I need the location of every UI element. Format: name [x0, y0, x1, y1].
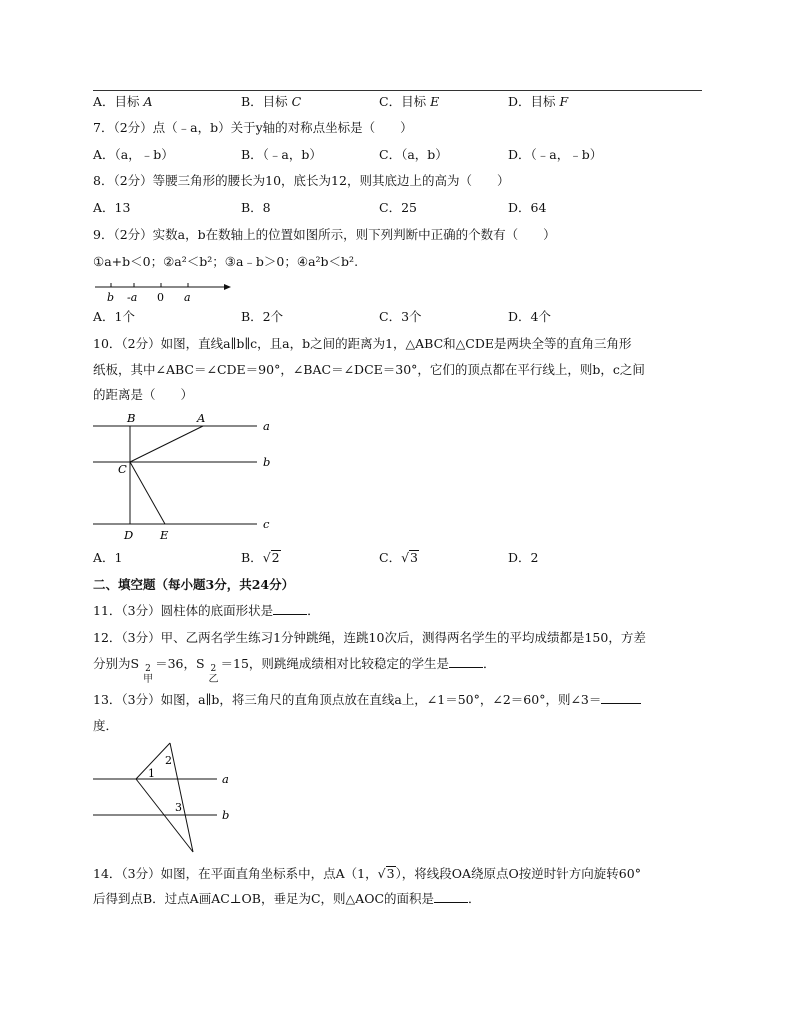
- answer-blank[interactable]: [449, 656, 483, 668]
- label-line-b: b: [222, 808, 230, 822]
- q10-option-c[interactable]: C．√3: [379, 550, 418, 565]
- q9-statements: ①a+b＜0；②a²＜b²；③a﹣b＞0；④a²b＜b².: [93, 254, 359, 269]
- q10-option-b[interactable]: B．√2: [241, 550, 280, 565]
- q6-option-a[interactable]: A．目标 A: [93, 94, 153, 109]
- q10-stem-line1: 10．（2分）如图，直线a∥b∥c，且a，b之间的距离为1，△ABC和△CDE是两块全等的直角三角形: [93, 336, 632, 351]
- q12-stem-line1: 12．（3分）甲、乙两名学生练习1分钟跳绳，连跳10次后，测得两名学生的平均成绩都是150，方差: [93, 630, 646, 645]
- q14-stem-line1: 14．（3分）如图，在平面直角坐标系中，点A（1，√3），将线段OA绕原点O按逆时针方向旋转60°: [93, 866, 641, 881]
- label-B: B: [127, 411, 136, 425]
- label-D: D: [124, 528, 134, 542]
- axis-label-b: b: [107, 291, 115, 304]
- label-line-a: a: [263, 419, 270, 433]
- q7-option-d[interactable]: D．（﹣a，﹣b）: [508, 147, 603, 162]
- q10-option-d[interactable]: D．2: [508, 550, 539, 565]
- axis-label-a: a: [184, 291, 191, 304]
- q11-stem: 11．（3分）圆柱体的底面形状是 ．: [93, 603, 320, 618]
- sqrt-icon: √: [377, 866, 386, 881]
- label-line-b: b: [263, 455, 271, 469]
- sqrt-icon: √: [262, 550, 271, 565]
- q9-option-a[interactable]: A．1个: [93, 309, 135, 324]
- angle-label-2: 2: [165, 754, 172, 767]
- axis-label-zero: 0: [157, 291, 164, 304]
- q13-figure: [93, 740, 243, 855]
- q9-stem: 9．（2分）实数a，b在数轴上的位置如图所示，则下列判断中正确的个数有（ ）: [93, 227, 556, 242]
- label-E: E: [160, 528, 169, 542]
- q10-stem-line2: 纸板，其中∠ABC＝∠CDE＝90°，∠BAC＝∠DCE＝30°，它们的顶点都在平行线上，则b，c之间: [93, 362, 645, 377]
- q9-number-line: [93, 279, 238, 305]
- q10-option-a[interactable]: A．1: [93, 550, 123, 565]
- angle-label-3: 3: [175, 801, 182, 814]
- label-line-a: a: [222, 772, 229, 786]
- q6-option-d[interactable]: D．目标 F: [508, 94, 569, 109]
- q7-option-b[interactable]: B．（﹣a，b）: [241, 147, 322, 162]
- q7-stem: 7．（2分）点（﹣a，b）关于y轴的对称点坐标是（ ）: [93, 120, 413, 135]
- header-rule: [93, 90, 702, 91]
- angle-label-1: 1: [148, 767, 155, 780]
- q14-stem-line2: 后得到点B．过点A画AC⊥OB，垂足为C，则△AOC的面积是 ．: [93, 891, 481, 906]
- sqrt-icon: √: [401, 550, 410, 565]
- axis-label-neg-a: -a: [127, 291, 138, 304]
- q9-option-b[interactable]: B．2个: [241, 309, 284, 324]
- q8-option-a[interactable]: A．13: [93, 200, 131, 215]
- label-C: C: [118, 462, 127, 476]
- q6-option-b[interactable]: B．目标 C: [241, 94, 302, 109]
- q8-option-d[interactable]: D．64: [508, 200, 547, 215]
- q10-figure: [93, 410, 283, 545]
- q6-option-c[interactable]: C．目标 E: [379, 94, 440, 109]
- q9-option-d[interactable]: D．4个: [508, 309, 551, 324]
- answer-blank[interactable]: [273, 603, 307, 615]
- q8-stem: 8．（2分）等腰三角形的腰长为10，底长为12，则其底边上的高为（ ）: [93, 173, 510, 188]
- q7-option-a[interactable]: A．（a，﹣b）: [93, 147, 174, 162]
- label-A: A: [197, 411, 206, 425]
- label-line-c: c: [263, 517, 270, 531]
- q10-stem-line3: 的距离是（ ）: [93, 387, 194, 402]
- q7-option-c[interactable]: C．（a，b）: [379, 147, 448, 162]
- q13-stem-line2: 度．: [93, 718, 119, 733]
- q8-option-c[interactable]: C．25: [379, 200, 417, 215]
- q13-stem-line1: 13．（3分）如图，a∥b，将三角尺的直角顶点放在直线a上，∠1＝50°，∠2＝60°，则∠3＝: [93, 692, 641, 708]
- q12-stem-line2: 分别为S 2 甲 ＝36，S 2 乙 ＝15，则跳绳成绩相对比较稳定的学生是 ．: [93, 656, 496, 685]
- q8-option-b[interactable]: B．8: [241, 200, 271, 215]
- q9-option-c[interactable]: C．3个: [379, 309, 422, 324]
- answer-blank[interactable]: [601, 692, 641, 704]
- answer-blank[interactable]: [434, 891, 468, 903]
- section-heading: 二、填空题（每小题3分，共24分）: [93, 577, 295, 592]
